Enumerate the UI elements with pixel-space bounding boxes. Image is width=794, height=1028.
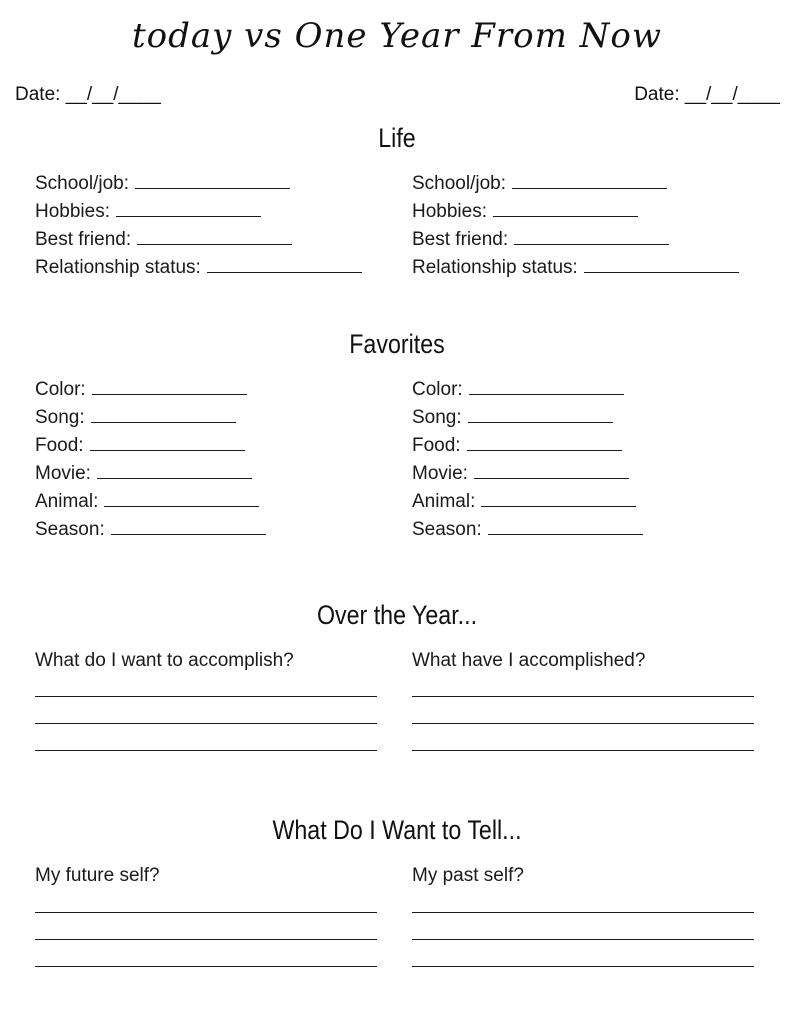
field-label: Season: [412,519,482,540]
writing-line [35,886,377,913]
writing-lines-accomplish-goals [35,670,377,751]
favorites-field-food [35,432,405,460]
field-label: Song: [412,407,462,428]
field-label: Animal: [412,491,476,512]
section-heading-life: Life [378,123,416,153]
field-label: Movie: [35,463,91,484]
life-field-school-job [35,170,405,198]
favorites-field-food [412,432,782,460]
answer-blank [111,519,266,535]
writing-lines-past-self [412,886,754,967]
field-label: School/job: [412,173,507,194]
writing-line [412,940,754,967]
favorites-field-color [412,376,782,404]
answer-blank [467,435,622,451]
favorites-fields-one-year [412,376,782,544]
answer-blank [207,257,362,273]
answer-blank [481,491,636,507]
favorites-field-song [412,404,782,432]
answer-blank [469,379,624,395]
field-label: Relationship status: [35,257,201,278]
field-label: Hobbies: [412,201,487,222]
favorites-field-color [35,376,405,404]
life-field-hobbies [35,198,405,226]
prompt-want-to-accomplish: What do I want to accomplish? [35,650,294,671]
field-label: Relationship status: [412,257,578,278]
answer-blank [90,435,245,451]
section-heading-what-to-tell: What Do I Want to Tell... [272,815,522,845]
writing-line [412,724,754,751]
field-label: Best friend: [412,229,509,250]
answer-blank [584,257,739,273]
favorites-field-song [35,404,405,432]
life-field-school-job [412,170,782,198]
writing-line [412,913,754,940]
field-label: School/job: [35,173,130,194]
answer-blank [92,379,247,395]
field-label: Season: [35,519,105,540]
field-label: Animal: [35,491,99,512]
field-label: Food: [412,435,461,456]
writing-lines-accomplishments [412,670,754,751]
prompt-have-accomplished: What have I accomplished? [412,650,646,671]
answer-blank [488,519,643,535]
answer-blank [104,491,259,507]
writing-line [35,697,377,724]
field-label: Song: [35,407,85,428]
date-field-today: Date: __/__/____ [15,84,161,105]
field-label: Food: [35,435,84,456]
answer-blank [512,173,667,189]
prompt-past-self: My past self? [412,865,524,886]
favorites-fields-today [35,376,405,544]
answer-blank [137,229,292,245]
field-label: Color: [412,379,463,400]
answer-blank [474,463,629,479]
life-field-hobbies [412,198,782,226]
favorites-field-movie [412,460,782,488]
page-title: today vs One Year From Now [132,16,662,56]
writing-line [35,940,377,967]
section-heading-favorites: Favorites [349,329,445,359]
field-label: Best friend: [35,229,132,250]
answer-blank [97,463,252,479]
favorites-field-animal [35,488,405,516]
answer-blank [135,173,290,189]
section-heading-over-the-year: Over the Year... [316,600,478,630]
life-field-best-friend [412,226,782,254]
prompt-future-self: My future self? [35,865,160,886]
life-field-relationship-status [35,254,405,282]
field-label: Color: [35,379,86,400]
writing-line [35,670,377,697]
answer-blank [493,201,638,217]
answer-blank [91,407,236,423]
writing-line [412,670,754,697]
answer-blank [514,229,669,245]
answer-blank [468,407,613,423]
favorites-field-season [35,516,405,544]
date-field-one-year: Date: __/__/____ [634,84,780,105]
life-fields-today [35,170,405,282]
writing-line [35,913,377,940]
life-field-relationship-status [412,254,782,282]
answer-blank [116,201,261,217]
field-label: Hobbies: [35,201,110,222]
favorites-field-animal [412,488,782,516]
favorites-field-movie [35,460,405,488]
favorites-field-season [412,516,782,544]
writing-line [35,724,377,751]
writing-line [412,697,754,724]
life-field-best-friend [35,226,405,254]
life-fields-one-year [412,170,782,282]
field-label: Movie: [412,463,468,484]
writing-line [412,886,754,913]
writing-lines-future-self [35,886,377,967]
